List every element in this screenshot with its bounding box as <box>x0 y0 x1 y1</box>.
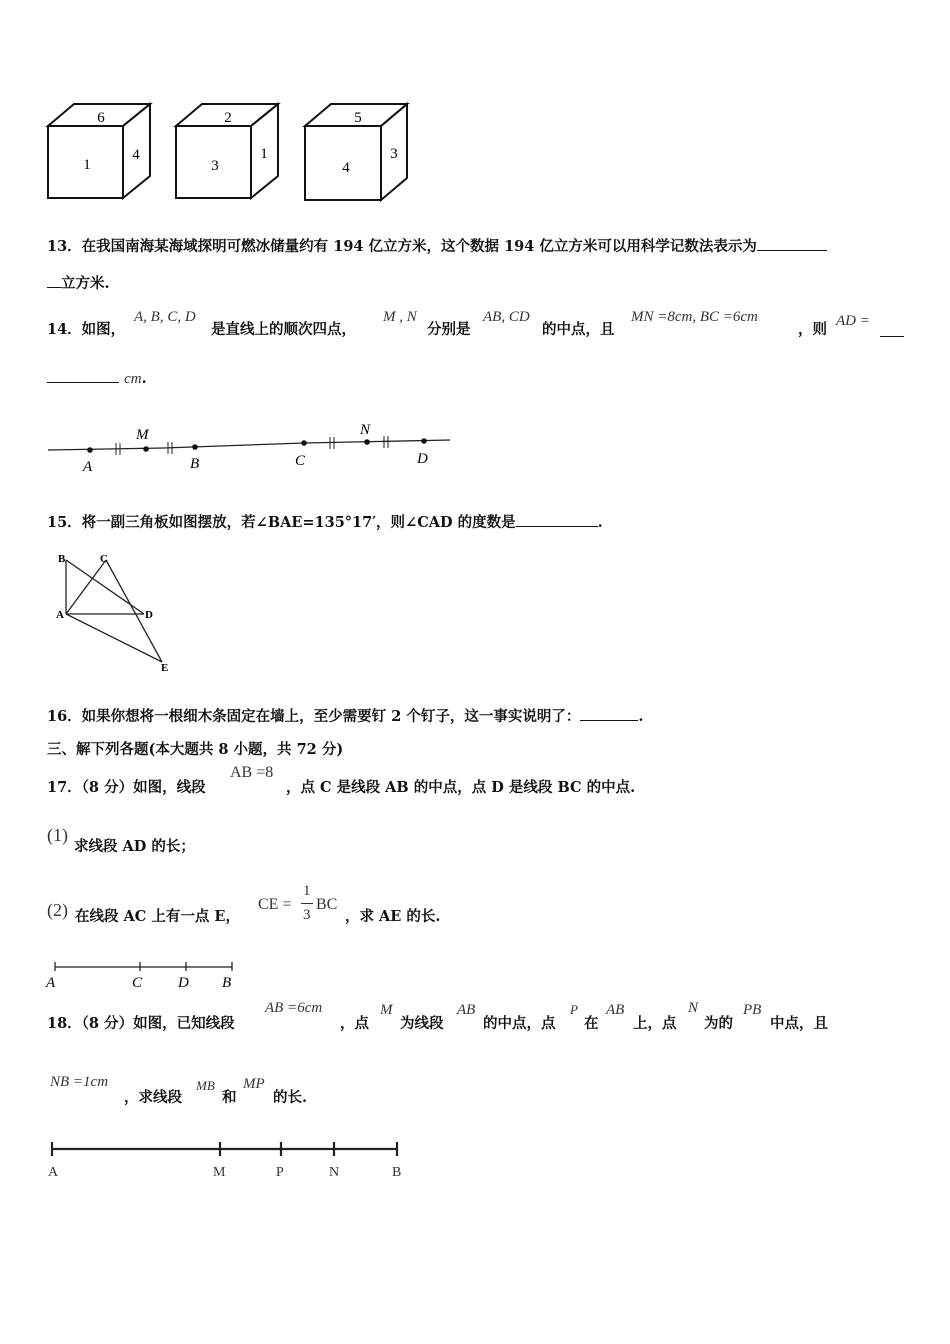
q14-math-points: A, B, C, D <box>134 309 196 325</box>
q14-label-n: N <box>360 422 371 438</box>
q14-label-d: D <box>417 451 428 467</box>
q18-math-mb: MB <box>196 1078 215 1093</box>
q17-frac-num: 1 <box>303 883 311 899</box>
q15-text: 15．将一副三角板如图摆放，若∠BAE=135°17′，则∠CAD 的度数是 <box>47 514 516 531</box>
q14-point-b <box>192 444 198 450</box>
q14-label-a: A <box>83 459 93 475</box>
q17-label-c: C <box>132 975 143 991</box>
q14-unit: cm <box>124 371 142 387</box>
cube-3-top: 5 <box>354 110 362 126</box>
q14-answer-blank-cont <box>47 368 119 383</box>
q18-text-7: 中点，且 <box>770 1015 828 1032</box>
q13-answer-blank-cont <box>47 273 61 288</box>
q18-text-3: 的中点，点 <box>483 1015 556 1032</box>
q13-answer-blank <box>757 236 827 251</box>
q14-label-c: C <box>295 453 306 469</box>
q18-math-nb: NB =1cm <box>50 1074 109 1090</box>
cube-3-side: 3 <box>390 146 398 162</box>
q18-label-a: A <box>48 1165 59 1180</box>
q14-line-figure <box>44 420 456 480</box>
q17-math-ab: AB =8 <box>230 764 274 781</box>
q18-text-9: 和 <box>222 1089 237 1106</box>
q17-segment-figure <box>44 958 244 994</box>
q18-label-n: N <box>329 1165 340 1180</box>
q17-fraction-expr <box>258 883 342 929</box>
q17-part2-end: ，求 AE 的长. <box>345 908 441 925</box>
q18-text-5: 上，点 <box>633 1015 677 1032</box>
q18-text-2: 为线段 <box>400 1015 444 1032</box>
question-14-line1 <box>47 320 125 340</box>
q14-text-4: ，则 <box>798 321 827 338</box>
q15-triangles-figure <box>44 548 184 674</box>
q16-text: 16．如果你想将一根细木条固定在墙上，至少需要钉 2 个钉子，这一事实说明了： <box>47 708 581 725</box>
q14-point-c <box>301 440 307 446</box>
q16-end: . <box>638 708 644 725</box>
question-15 <box>47 512 603 533</box>
q16-answer-blank <box>580 706 638 721</box>
cube-1-front: 1 <box>83 157 91 173</box>
q18-math-pb: PB <box>743 1002 762 1018</box>
q18-label-b: B <box>392 1165 402 1180</box>
q17-part2-num: (2) <box>47 900 68 920</box>
q18-text-4: 在 <box>584 1015 599 1032</box>
q18-segment-figure <box>44 1138 414 1182</box>
q18-label-m: M <box>213 1165 226 1180</box>
q18-text-1: ，点 <box>340 1015 369 1032</box>
q14-point-m <box>143 446 149 452</box>
q17-label-b: B <box>222 975 232 991</box>
q18-text-8: ，求线段 <box>124 1089 182 1106</box>
q13-unit: 立方米. <box>61 275 110 292</box>
question-14-line2 <box>47 368 147 389</box>
q15-end: . <box>597 514 603 531</box>
cube-2-side: 1 <box>260 146 268 162</box>
q18-text-6: 为的 <box>704 1015 733 1032</box>
q18-math-ab2: AB <box>606 1002 625 1018</box>
q14-point-a <box>87 447 93 453</box>
q17-part2-text: 在线段 AC 上有一点 E， <box>75 908 240 925</box>
question-13-line1 <box>47 236 827 257</box>
q14-math-ad: AD = <box>836 313 870 329</box>
q14-label-b: B <box>190 456 200 472</box>
q14-answer-blank <box>880 322 904 337</box>
q15-answer-blank <box>516 512 598 527</box>
q14-text-2: 分别是 <box>427 321 471 338</box>
q14-label-m: M <box>136 427 149 443</box>
q15-label-a: A <box>56 609 64 621</box>
cubes-figure <box>40 98 420 206</box>
q14-math-abcd: AB, CD <box>483 309 530 325</box>
question-13-line2 <box>47 273 110 294</box>
q17-part1-num: (1) <box>47 825 68 845</box>
q17-frac-den: 3 <box>303 907 311 923</box>
q15-label-e: E <box>161 662 169 674</box>
q14-end: . <box>141 370 147 387</box>
q15-label-d: D <box>145 609 153 621</box>
section-3-heading: 三、解下列各题(本大题共 8 小题，共 72 分) <box>47 741 344 758</box>
q18-label-p: P <box>276 1165 284 1180</box>
q17-frac-bar <box>301 903 313 904</box>
q17-text: ，点 C 是线段 AB 的中点，点 D 是线段 BC 的中点. <box>286 779 636 796</box>
q18-math-ab6: AB =6cm <box>265 1000 323 1016</box>
q14-prefix: 14．如图， <box>47 321 126 338</box>
q18-math-mp: MP <box>243 1076 265 1092</box>
q18-text-10: 的长. <box>273 1089 308 1106</box>
q14-math-given: MN =8cm, BC =6cm <box>631 309 758 325</box>
q17-bc-label: BC <box>316 896 338 913</box>
q18-math-m: M <box>380 1002 393 1018</box>
q14-point-d <box>421 438 427 444</box>
q14-text-3: 的中点，且 <box>542 321 615 338</box>
q14-point-n <box>364 439 370 445</box>
q13-text: 13．在我国南海某海域探明可燃冰储量约有 194 亿立方米，这个数据 194 亿立方米可以用科学记数法表示为 <box>47 238 757 255</box>
q18-math-n: N <box>688 1000 699 1016</box>
q17-label-a: A <box>46 975 56 991</box>
cube-1-side: 4 <box>132 147 140 163</box>
q14-text-1: 是直线上的顺次四点， <box>211 321 356 338</box>
cube-2-front: 3 <box>211 158 219 174</box>
cube-3-front: 4 <box>342 160 350 176</box>
question-16 <box>47 706 643 727</box>
q15-label-b: B <box>58 553 66 565</box>
q17-prefix: 17．（8 分）如图，线段 <box>47 779 206 796</box>
cube-1-top: 6 <box>97 110 105 126</box>
q17-label-d: D <box>178 975 189 991</box>
q14-math-mn: M , N <box>383 309 417 325</box>
q17-part1-text: 求线段 AD 的长； <box>74 838 195 855</box>
q18-math-p: P <box>570 1002 578 1017</box>
q17-ce-label: CE = <box>258 896 292 913</box>
q18-math-ab: AB <box>457 1002 476 1018</box>
cube-2-top: 2 <box>224 110 232 126</box>
q15-label-c: C <box>100 553 108 565</box>
q18-prefix: 18．（8 分）如图，已知线段 <box>47 1015 235 1032</box>
